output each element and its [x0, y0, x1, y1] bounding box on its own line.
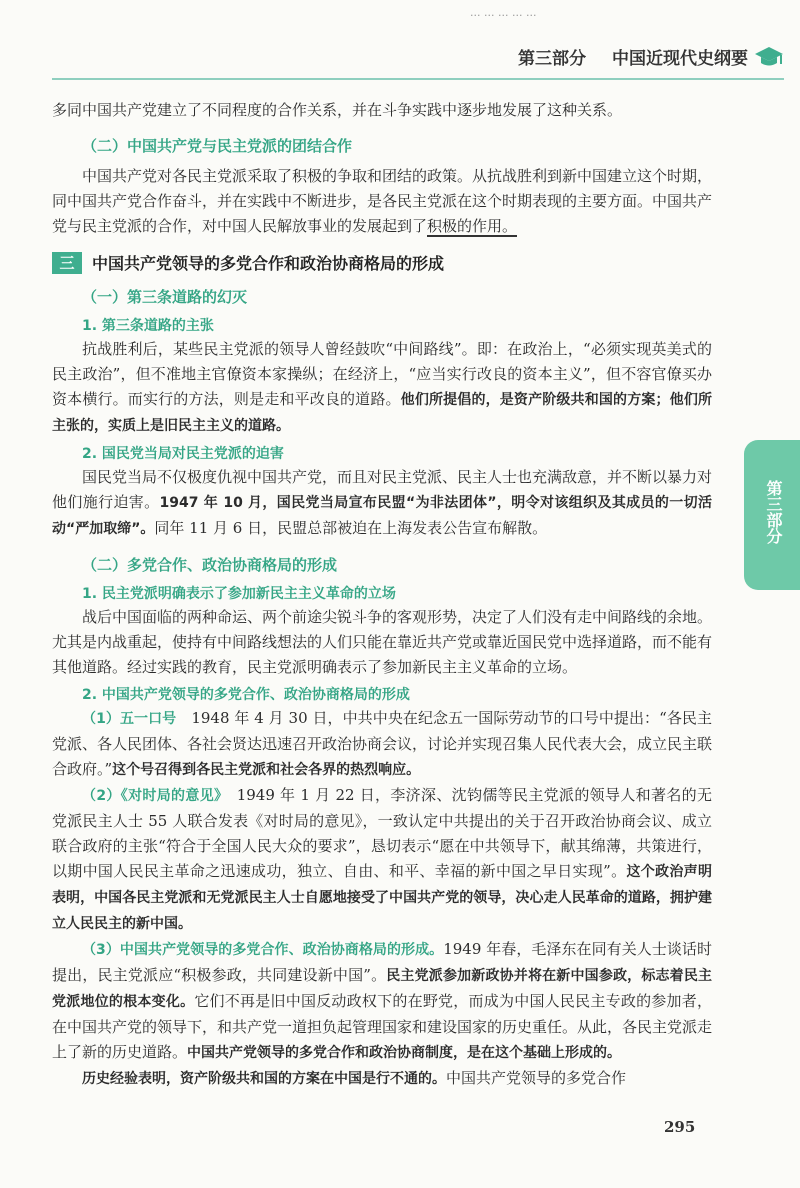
chapter-section-header: [52, 251, 712, 274]
bold-text: 中国共产党领导的多党合作和政治协商制度，是在这个基础上形成的。: [187, 1045, 622, 1061]
graduation-cap-icon: [754, 44, 784, 70]
item-label: （1）五一口号: [82, 711, 177, 727]
paragraph: （1）五一口号 1948 年 4 月 30 日，中共中央在纪念五一国际劳动节的口号中提出：“各民主党派、各人民团体、各社会贤达迅速召开政治协商会议，讨论并实现召集人民代表大会，成立民主联合政府。”这个号召得到各民主党派和社会各界的热烈响应。: [52, 709, 713, 778]
part-side-tab: 第三部分: [744, 440, 800, 590]
header-part: 第三部分: [518, 49, 586, 69]
paragraph: 国民党当局不仅极度仇视中国共产党，而且对民主党派、民主人士也充满敌意，并不断以暴力对他们施行迫害。1947 年 10 月，国民党当局宣布民盟“为非法团体”，明令对该组织及其成员的一切活动“严加取缔”。同年 11 月 6 日，民盟总部被迫在上海发表公告宣布解散。: [52, 468, 713, 537]
bold-text: 他们所提倡的，是资产阶级共和国的方案；他们所主张的，实质上是旧民主主义的道路。: [52, 392, 712, 434]
subsection-heading: 1. 民主党派明确表示了参加新民主主义革命的立场: [82, 586, 396, 602]
item-label: （3）中国共产党领导的多党合作、政治协商格局的形成。: [82, 942, 444, 958]
header-rule: [52, 78, 784, 80]
paragraph: 中国共产党对各民主党派采取了积极的争取和团结的政策。从抗战胜利到新中国建立这个时期，同中国共产党合作奋斗，并在实践中不断进步，是各民主党派在这个时期表现的主要方面。中国共产党与民主党派的合作，对中国人民解放事业的发展起到了积极的作用。: [52, 167, 713, 235]
paragraph: 抗战胜利后，某些民主党派的领导人曾经鼓吹“中间路线”。即：在政治上，“必须实现英美式的民主政治”，但不准地主官僚资本家操纵；在经济上，“应当实行改良的资本主义”，但不容官僚买办资本横行。而实行的方法，则是走和平改良的道路。他们所提倡的，是资产阶级共和国的方案；他们所主张的，实质上是旧民主主义的道路。: [52, 340, 712, 434]
paragraph: （3）中国共产党领导的多党合作、政治协商格局的形成。1949 年春，毛泽东在同有关人士谈话时提出，民主党派应“积极参政，共同建设新中国”。民主党派参加新政协并将在新中国参政，标志着民主党派地位的根本变化。它们不再是旧中国反动政权下的在野党，而成为中国人民民主专政的参加者，在中国共产党的领导下，和共产党一道担负起管理国家和建设国家的历史重任。从此，各民主党派走上了新的历史道路。中国共产党领导的多党合作和政治协商制度，是在这个基础上形成的。: [52, 940, 713, 1061]
paragraph: 历史经验表明，资产阶级共和国的方案在中国是行不通的。中国共产党领导的多党合作: [82, 1069, 627, 1087]
subsection-heading: 2. 国民党当局对民主党派的迫害: [82, 446, 284, 462]
bold-text: 这个政治声明表明，中国各民主党派和无党派民主人士自愿地接受了中国共产党的领导，决心走人民革命的道路，拥护建立人民民主的新中国。: [52, 864, 712, 932]
intro-paragraph: 多同中国共产党建立了不同程度的合作关系，并在斗争实践中逐步地发展了这种关系。: [52, 101, 623, 119]
section-heading: （二）中国共产党与民主党派的团结合作: [82, 137, 353, 155]
section-number-badge: 三: [52, 252, 82, 274]
bold-text: 1947 年 10 月，国民党当局宣布民盟“为非法团体”，明令对该组织及其成员的一切活动“严加取缔”。: [52, 495, 712, 537]
bold-text: 历史经验表明，资产阶级共和国的方案在中国是行不通的。: [82, 1071, 446, 1087]
underlined-text: 积极的作用。: [427, 217, 518, 235]
page-content: [52, 98, 712, 1092]
paragraph: （2）《对时局的意见》 1949 年 1 月 22 日，李济深、沈钧儒等民主党派的领导人和著名的无党派民主人士 55 人联合发表《对时局的意见》，一致认定中共提出的关于召开政治协商会议、成立联合政府的主张“符合于全国人民大众的要求”，恳切表示“愿在中共领导下，献其绵薄，共策进行，以期中国人民民主革命之迅速成功，独立、自由、和平、幸福的新中国之早日实现”。这个政治声明表明，中国各民主党派和无党派民主人士自愿地接受了中国共产党的领导，决心走人民革命的道路，拥护建立人民民主的新中国。: [52, 786, 712, 932]
item-label: （2）《对时局的意见》: [82, 788, 222, 804]
header-title: 中国近现代史纲要: [612, 49, 748, 69]
page-header: [518, 44, 748, 69]
paragraph: 战后中国面临的两种命运、两个前途尖锐斗争的客观形势，决定了人们没有走中间路线的余地。尤其是内战重起，使持有中间路线想法的人们只能在靠近共产党或靠近国民党中选择道路，而不能有其他道路。经过实践的教育，民主党派明确表示了参加新民主主义革命的立场。: [52, 608, 713, 676]
section-title: 中国共产党领导的多党合作和政治协商格局的形成: [92, 254, 445, 273]
section-heading: （一）第三条道路的幻灭: [82, 288, 248, 306]
bold-text: 这个号召得到各民主党派和社会各界的热烈响应。: [112, 762, 421, 778]
top-cropped-text: ... ... ... ... ...: [470, 6, 537, 19]
section-heading: （二）多党合作、政治协商格局的形成: [82, 556, 338, 574]
bold-text: 民主党派参加新政协并将在新中国参政，标志着民主党派地位的根本变化。: [52, 968, 713, 1010]
page-number: 295: [664, 1118, 696, 1136]
subsection-heading: 2. 中国共产党领导的多党合作、政治协商格局的形成: [82, 687, 410, 703]
subsection-heading: 1. 第三条道路的主张: [82, 318, 214, 334]
